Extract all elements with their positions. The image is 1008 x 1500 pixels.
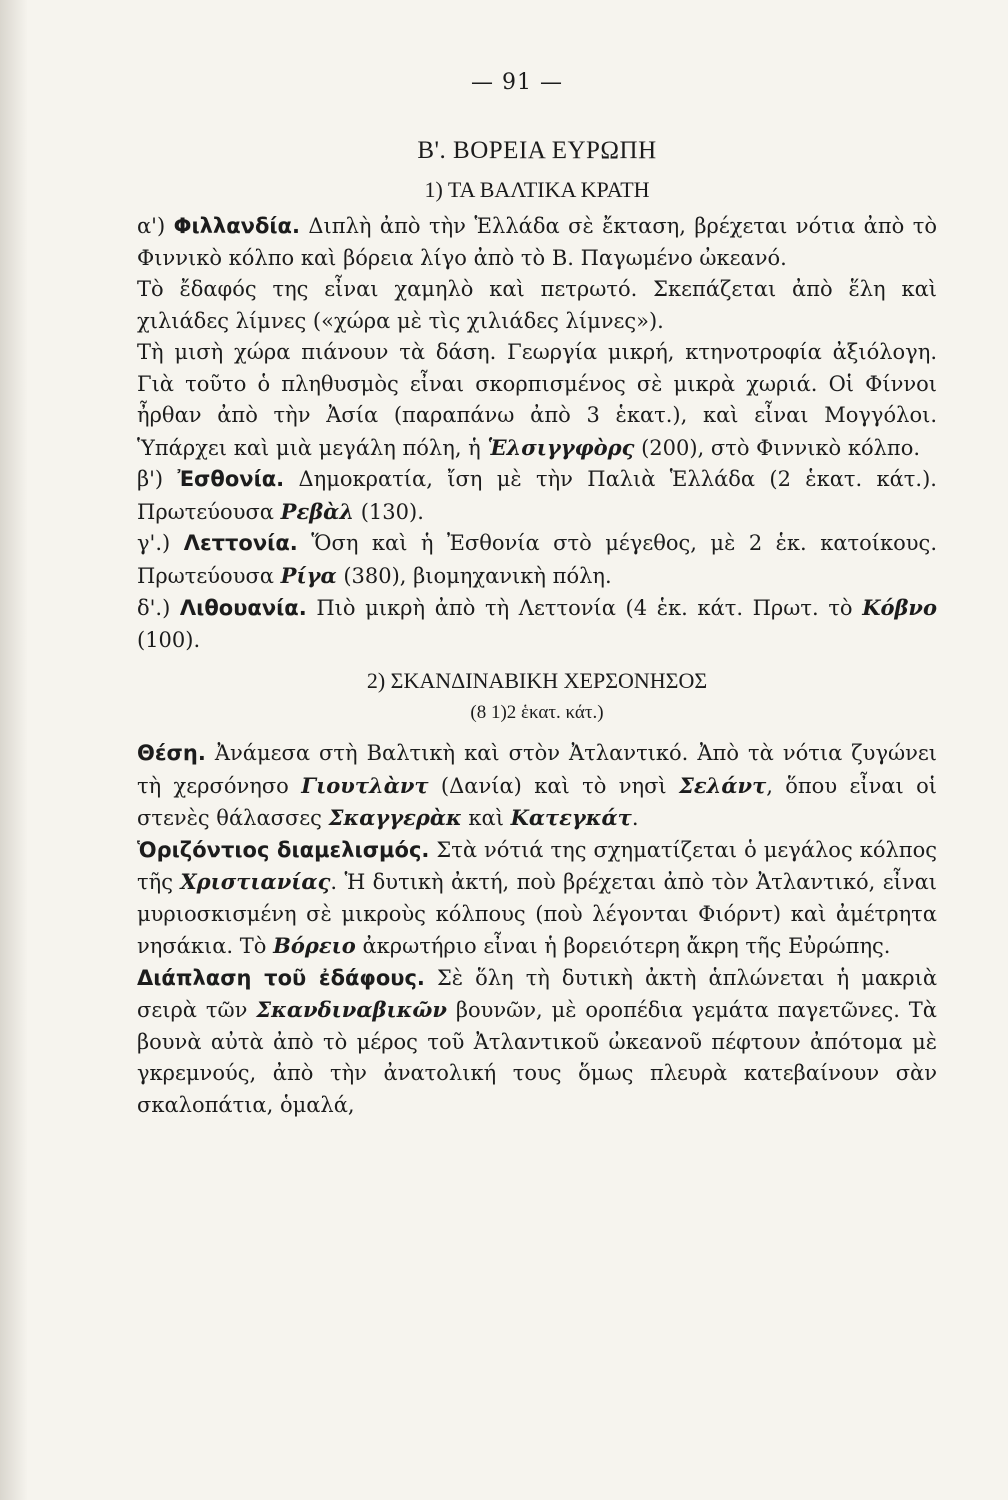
- section-title: Β'. ΒΟΡΕΙΑ ΕΥΡΩΠΗ: [417, 137, 657, 164]
- city-reval: Ρεβὰλ: [280, 498, 355, 524]
- paragraph-position: [137, 738, 937, 835]
- item-label: β'): [137, 467, 178, 491]
- city-kovno: Κόβνο: [862, 595, 937, 620]
- paragraph-relief: [137, 963, 937, 1122]
- item-label: δ'.): [137, 596, 180, 620]
- text: Τὴ μισὴ χώρα πιάνουν τὰ δάση. Γεωργία μικρή, κτηνοτροφία ἀξιόλογη. Γιὰ τοῦτο ὁ πληθυσμὸς εἶναι σκορπισμένος σὲ μικρὰ χωριά. Οἱ Φίννοι ἦρθαν ἀπὸ τὴν Ἀσία (παραπάνω ἀπὸ 3 ἑκατ.), καὶ εἶναι Μογγόλοι. Ὑπάρχει καὶ μιὰ μεγάλη πόλη, ἡ: [137, 340, 937, 460]
- text: . Ἡ δυτικὴ ἀκτή, ποὺ βρέχεται ἀπὸ τὸν Ἀτλαντικό, εἶναι μυριοσκισμένη σὲ μικροὺς κόλπους (ποὺ λέγονται Φιόρντ) καὶ ἀμέτρητα νησάκια. Τὸ: [137, 870, 937, 958]
- text: .: [631, 806, 639, 830]
- subsection-title-baltic: 1) ΤΑ ΒΑΛΤΙΚΑ ΚΡΑΤΗ: [424, 177, 650, 202]
- text: (Δανία) καὶ τὸ νησὶ: [428, 773, 679, 798]
- text: Διπλὴ ἀπὸ τὴν Ἑλλάδα σὲ ἔκταση, βρέχεται νότια ἀπὸ τὸ Φιννικὸ κόλπο καὶ βόρεια λίγο ἀπὸ τὸ Β. Παγωμένο ὠκεανό.: [137, 214, 938, 270]
- text: , ὅπου εἶναι οἱ στενὲς θάλασσες: [137, 773, 937, 830]
- heading-latvia: Λεττονία.: [183, 531, 298, 555]
- text: Ἀνάμεσα στὴ Βαλτικὴ καὶ στὸν Ἀτλαντικό. Ἀπὸ τὰ νότια ζυγώνει τὴ χερσόνησο: [137, 741, 937, 798]
- text: Στὰ νότιά της σχηματίζεται ὁ μεγάλος κόλπος τῆς: [137, 837, 938, 894]
- paragraph-finland-economy: [137, 337, 937, 464]
- text: (130).: [354, 499, 424, 524]
- place-jutland: Γιουτλὰντ: [301, 772, 429, 798]
- paragraph-coast: [137, 835, 937, 963]
- text: Σὲ ὅλη τὴ δυτικὴ ἀκτὴ ἁπλώνεται ἡ μακριὰ σειρὰ τῶν: [137, 965, 937, 1022]
- heading-relief: Διάπλαση τοῦ ἐδάφους.: [137, 965, 425, 990]
- heading-coast: Ὁριζόντιος διαμελισμός.: [137, 837, 430, 862]
- heading-estonia: Ἐσθονία.: [177, 467, 285, 491]
- text: (380), βιομηχανικὴ πόλη.: [336, 563, 612, 588]
- text: Δημοκρατία, ἴση μὲ τὴν Παλιὰ Ἑλλάδα (2 ἑκατ. κάτ.). Πρωτεύουσα: [137, 467, 937, 524]
- paragraph-latvia: [137, 528, 937, 592]
- page-edge-shadow: [0, 0, 28, 1500]
- item-label: α'): [137, 214, 174, 238]
- paragraph-finland-terrain: [137, 274, 937, 337]
- place-skagerrak: Σκαγγερὰκ: [328, 805, 462, 830]
- paragraph-lithuania: [137, 592, 937, 656]
- text: Τὸ ἔδαφός της εἶναι χαμηλὸ καὶ πετρωτό. Σκεπάζεται ἀπὸ ἕλη καὶ χιλιάδες λίμνες («χώρα μὲ τὶς χιλιάδες λίμνες»).: [137, 277, 937, 333]
- page-number: — 91 —: [471, 70, 563, 95]
- subsection-note: (8 1)2 ἑκατ. κάτ.): [470, 702, 604, 723]
- text: ἀκρωτήριο εἶναι ἡ βορειότερη ἄκρη τῆς Εὐρώπης.: [355, 934, 891, 958]
- text: (100).: [137, 627, 201, 652]
- heading-lithuania: Λιθουανία.: [179, 596, 307, 620]
- heading-position: Θέση.: [137, 741, 206, 765]
- place-zealand: Σελάντ: [679, 772, 767, 798]
- heading-finland: Φιλλανδία.: [173, 214, 300, 238]
- place-kattegat: Κατεγκάτ: [510, 805, 632, 830]
- text: (200), στὸ Φιννικὸ κόλπο.: [634, 435, 921, 460]
- text: Πιὸ μικρὴ ἀπὸ τὴ Λεττονία (4 ἑκ. κάτ. Πρωτ. τὸ: [306, 596, 863, 620]
- page-content: [137, 70, 937, 1121]
- city-helsinki: Ἑλσιγγφὸρς: [487, 434, 635, 460]
- place-north-cape: Βόρειο: [273, 933, 356, 958]
- place-christiania: Χριστιανίας: [180, 869, 331, 894]
- text: Ὅση καὶ ἡ Ἐσθονία στὸ μέγεθος, μὲ 2 ἑκ. κατοίκους. Πρωτεύουσα: [137, 531, 937, 588]
- subsection-title-scandinavia: 2) ΣΚΑΝΔΙΝΑΒΙΚΗ ΧΕΡΣΟΝΗΣΟΣ: [366, 668, 708, 693]
- paragraph-estonia: [137, 464, 937, 528]
- item-label: γ'.): [137, 531, 184, 555]
- place-scandinavian-mountains: Σκανδιναβικῶν: [256, 997, 447, 1022]
- text: βουνῶν, μὲ οροπέδια γεμάτα παγετῶνες. Τὰ βουνὰ αὐτὰ ἀπὸ τὸ μέρος τοῦ Ἀτλαντικοῦ ὠκεανοῦ πέφτουν ἀπότομα μὲ γκρεμνούς, ἀπὸ τὴν ἀνατολική τους ὅμως πλευρὰ κατεβαίνουν σὰν σκαλοπάτια, ὁμαλά,: [137, 998, 937, 1117]
- paragraph-finland: [137, 211, 937, 274]
- text: καὶ: [461, 806, 511, 830]
- city-riga: Ρίγα: [280, 562, 337, 588]
